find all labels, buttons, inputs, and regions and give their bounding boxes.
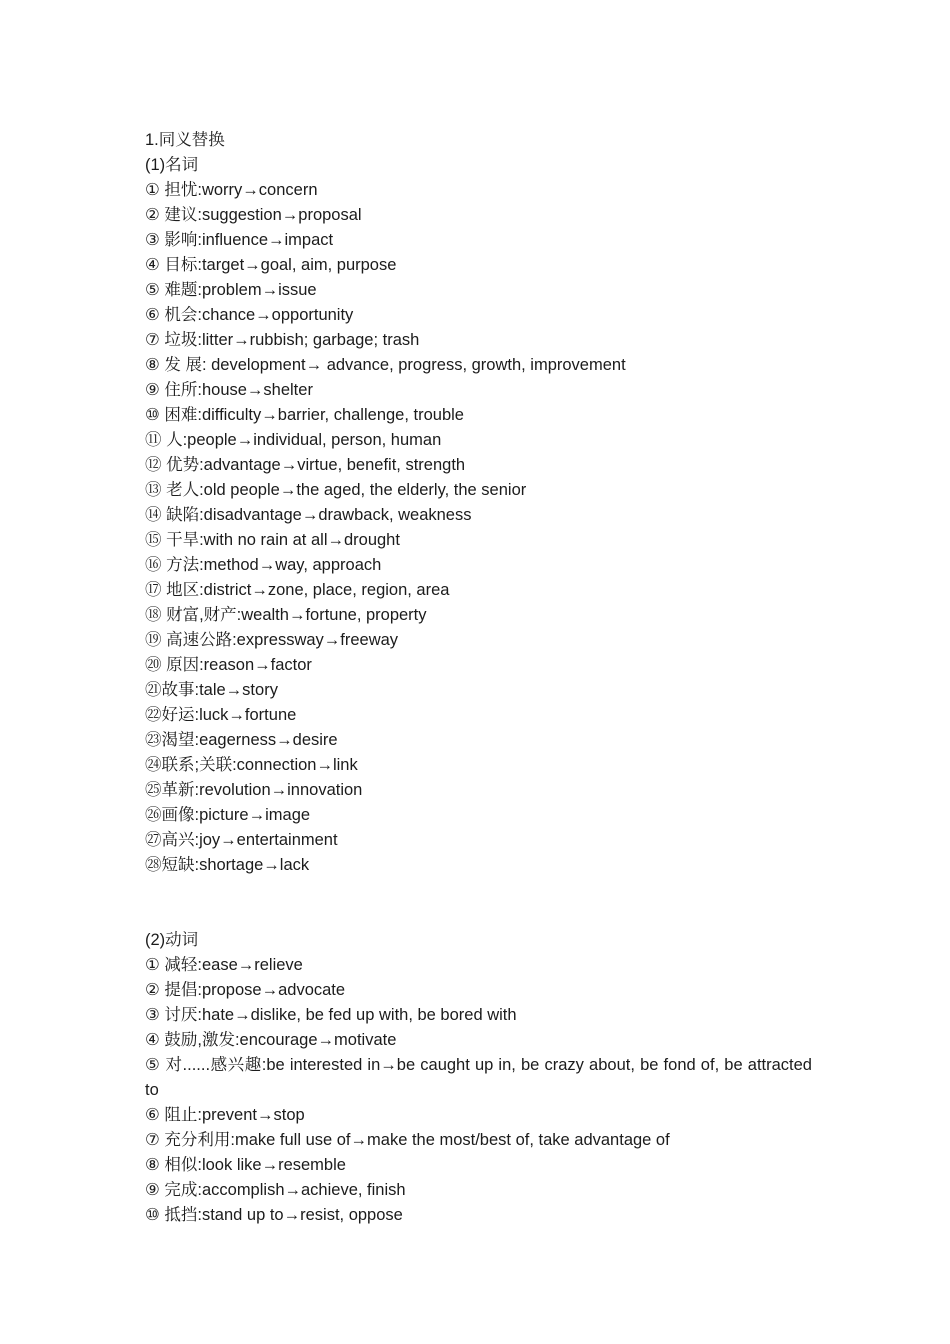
vocab-item: ⑭ 缺陷:disadvantage→drawback, weakness bbox=[145, 506, 472, 524]
vocab-item: ⑦ 充分利用:make full use of→make the most/best of, take advantage of bbox=[145, 1131, 670, 1149]
vocab-item: ㉘短缺:shortage→lack bbox=[145, 856, 310, 874]
doc-title: 1.同义替换 bbox=[145, 131, 225, 149]
vocab-item: ㉔联系;关联:connection→link bbox=[145, 756, 358, 774]
vocab-item: ⑦ 垃圾:litter→rubbish; garbage; trash bbox=[145, 331, 420, 349]
vocab-item: ④ 目标:target→goal, aim, purpose bbox=[145, 256, 397, 274]
vocab-item: ⑲ 高速公路:expressway→freeway bbox=[145, 631, 399, 649]
vocab-item: ㉖画像:picture→image bbox=[145, 806, 311, 824]
vocab-item: ㉕革新:revolution→innovation bbox=[145, 781, 363, 799]
vocab-item: ⑬ 老人:old people→the aged, the elderly, the senior bbox=[145, 481, 527, 499]
vocab-item: ⑥ 机会:chance→opportunity bbox=[145, 306, 354, 324]
vocab-item: ㉒好运:luck→fortune bbox=[145, 706, 297, 724]
vocab-item: ⑮ 干旱:with no rain at all→drought bbox=[145, 531, 400, 549]
vocab-item: ⑧ 相似:look like→resemble bbox=[145, 1156, 346, 1174]
section-gap bbox=[145, 878, 812, 928]
vocab-item: ⑧ 发 展: development→ advance, progress, growth, improvement bbox=[145, 356, 626, 374]
vocab-item: ⑫ 优势:advantage→virtue, benefit, strength bbox=[145, 456, 466, 474]
vocab-item: ⑨ 完成:accomplish→achieve, finish bbox=[145, 1181, 406, 1199]
vocab-item: ⑪ 人:people→individual, person, human bbox=[145, 431, 442, 449]
vocab-item: ⑱ 财富,财产:wealth→fortune, property bbox=[145, 606, 427, 624]
vocab-item: ⑤ 对......感兴趣:be interested in→be caught up in, be crazy about, be fond of, be attracted to bbox=[145, 1056, 817, 1099]
vocab-item: ② 提倡:propose→advocate bbox=[145, 981, 346, 999]
vocab-item: ㉗高兴:joy→entertainment bbox=[145, 831, 338, 849]
vocab-item: ⑤ 难题:problem→issue bbox=[145, 281, 317, 299]
vocab-item: ① 减轻:ease→relieve bbox=[145, 956, 303, 974]
vocab-item: ⑩ 抵挡:stand up to→resist, oppose bbox=[145, 1206, 403, 1224]
section-heading: (2)动词 bbox=[145, 931, 199, 949]
section-heading: (1)名词 bbox=[145, 156, 199, 174]
vocab-item: ㉑故事:tale→story bbox=[145, 681, 278, 699]
vocab-item: ㉓渴望:eagerness→desire bbox=[145, 731, 338, 749]
vocab-item: ① 担忧:worry→concern bbox=[145, 181, 318, 199]
vocab-item: ⑨ 住所:house→shelter bbox=[145, 381, 313, 399]
vocab-item: ⑰ 地区:district→zone, place, region, area bbox=[145, 581, 450, 599]
vocab-item: ② 建议:suggestion→proposal bbox=[145, 206, 362, 224]
vocab-item: ④ 鼓励,激发:encourage→motivate bbox=[145, 1031, 397, 1049]
vocab-item: ⑯ 方法:method→way, approach bbox=[145, 556, 382, 574]
vocab-item: ③ 影响:influence→impact bbox=[145, 231, 334, 249]
vocab-item: ⑥ 阻止:prevent→stop bbox=[145, 1106, 305, 1124]
vocab-item: ③ 讨厌:hate→dislike, be fed up with, be bored with bbox=[145, 1006, 517, 1024]
vocab-item: ⑩ 困难:difficulty→barrier, challenge, trouble bbox=[145, 406, 464, 424]
vocab-item: ⑳ 原因:reason→factor bbox=[145, 656, 312, 674]
